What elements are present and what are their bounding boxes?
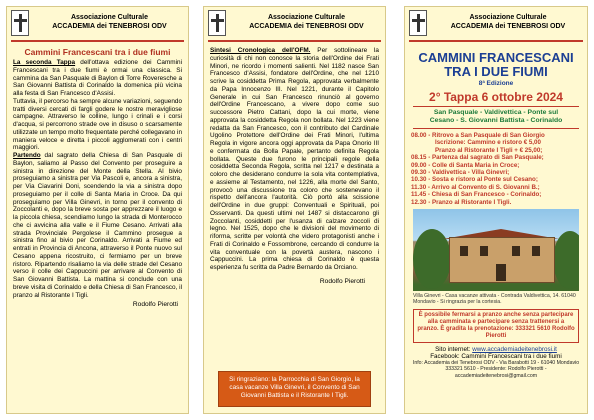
association-name: Associazione Culturale ACCADEMIA dei TENEBROSI ODV bbox=[249, 14, 364, 30]
signature: Rodolfo Pierotti bbox=[132, 301, 178, 309]
panel-header bbox=[204, 7, 385, 43]
association-logo-icon bbox=[11, 10, 29, 36]
tree-icon bbox=[553, 231, 579, 289]
schedule-item: 12.30 - Pranzo al Ristorante I Tigli. bbox=[411, 198, 512, 206]
panel-header bbox=[405, 7, 587, 43]
signature: Rodolfo Pierotti bbox=[319, 277, 365, 285]
association-name: Associazione Culturale ACCADEMIA dei TENEBROSI ODV bbox=[450, 14, 566, 30]
intro-paragraph: La seconda Tappa dell'ottava edizione dei Cammini Francescani tra i due fiumi è ormai una classica. Si cammina da San Pasquale di Baylon di Torre Roveresche a San Giovanni Battista di Corinaldo la domenica più vicina alla festa di San Francesco d'Assisi. bbox=[13, 59, 182, 97]
schedule-item: Iscrizione: Cammino e ristoro € 5,00 bbox=[435, 139, 541, 147]
schedule-item: Pranzo al Ristorante I Tigli + € 25,00; bbox=[435, 146, 543, 154]
section-title: Cammini Francescani tra i due fiumi bbox=[24, 47, 171, 57]
thanks-box: Si ringraziano: la Parrocchia di San Giorgio, la casa vacanze Villa Ginevri, il Convento di San Giovanni Battista e il Ristorante I Tigli. bbox=[218, 371, 371, 407]
header-divider bbox=[409, 40, 583, 42]
website-line: Sito internet: www.accademiadeitenebrosi.it bbox=[435, 345, 557, 353]
schedule-item: 11.30 - Arrivo al Convento di S. Giovanni B.; bbox=[411, 183, 540, 191]
contact-line: 333321 5610 - Presidente: Rodolfo Pierotti - accademiadeitenebrosi@gmail.com bbox=[445, 366, 547, 379]
departure-paragraph: Partendo dal sagrato della Chiesa di San Pasquale di Baylon, saliamo al Passo del Convento per proseguire a sinistra in direzione del Monte della Stella. Al bivio proseguiamo a sinistra per Via Pascoli e, ancora a sinistra, per Via Ciavarini Doni, scendendo la via a sinistra dopo proseguiamo per il colle di Santa Maria in Croce. Da qui proseguiamo per Villa Ginevri, in torno per il convento di Zoccolanti e, dopo la breve sosta per apprezzare il luogo e la piccola chiesa, scendiamo lungo la strada di Monterocco che ci avvicina alla valle e il Fiume Cesano. Arrivati alla strada Provinciale Pergolese il Cammino prosegue a sinistra fino al bivio per Corinaldo. Arrivati a Fiume ed entrati in Provincia di Ancona, attraverso il Ponte nuovo sul Cesano appena ricostruito, ci fermiamo per un breve ristoro. Ripartendo risaliamo la via delle strade del Cesano verso il colle dei Cappuccini per arrivare al Convento di San Giovanni Battista. La mattina si conclude con una breve visita di Corinaldo e della Chiesa di San Francesco, il pranzo al Ristorante I Tigli. bbox=[13, 152, 182, 299]
article-body bbox=[7, 59, 188, 299]
association-logo-icon bbox=[409, 10, 427, 36]
website-link[interactable]: www.accademiadeitenebrosi.it bbox=[472, 345, 557, 353]
second-paragraph: Tuttavia, il percorso ha sempre alcune variazioni, seguendo tratti diversi cercati di fargli godere le nostre meravigliose campagne. Attraverso le colline, lungo i crinali e i corsi d'acqua, si percorrono strade ove in disuso o scarsamente utilizzate un tempo molto frequentate perché collegavano in maniera veloce e diretta i piccoli agglomerati con i centri maggiori. bbox=[13, 97, 182, 152]
photo-caption: Villa Ginevri - Casa vacanze attivata - Contrada Valdivettica, 14. 61040 Mondavio - Si ringrazia per la cortesia. bbox=[413, 293, 576, 306]
association-name: Associazione Culturale ACCADEMIA dei TENEBROSI ODV bbox=[52, 14, 167, 30]
right-panel bbox=[404, 6, 588, 414]
association-logo-icon bbox=[208, 10, 226, 36]
route-description: San Pasquale - Valdivettica - Ponte sul Cesano - S. Giovanni Battista - Corinaldo bbox=[413, 106, 579, 129]
panel-header bbox=[7, 7, 188, 43]
schedule-list bbox=[405, 129, 587, 206]
middle-panel bbox=[203, 6, 386, 414]
history-heading: Sintesi Cronologica dell'OFM. bbox=[210, 47, 311, 54]
schedule-item: 11.45 - Chiesa di San Francesco - Corinaldo; bbox=[411, 191, 542, 199]
schedule-item: 10.30 - Sosta e ristoro al Ponte sul Cesano; bbox=[411, 176, 538, 184]
history-body bbox=[204, 47, 385, 272]
address-line: Info: Accademia dei Tenebrosi ODV - Via Barabotti 19 - 61040 Mondavio bbox=[412, 360, 580, 367]
booking-note: È possibile fermarsi a pranzo anche senza partecipare alla camminata e partecipare senza trattenersi a pranzo. È gradita la prenotazione: 333321 5610 Rodolfo Pierotti bbox=[413, 309, 579, 343]
event-title: CAMMINI FRANCESCANI TRA I DUE FIUMI bbox=[418, 50, 574, 79]
left-panel bbox=[6, 6, 189, 414]
schedule-item: 09.00 - Colle di Santa Maria in Croce; bbox=[411, 161, 520, 169]
tappa-date: 2° Tappa 6 ottobre 2024 bbox=[429, 90, 563, 104]
schedule-item: 09.30 - Valdivettica - Villa Ginevri; bbox=[411, 169, 510, 177]
header-divider bbox=[11, 40, 184, 42]
schedule-item: 08.15 - Partenza dal sagrato di San Pasquale; bbox=[411, 154, 544, 162]
history-text: Per sottolineare la curiosità di chi non conosce la storia dell'Ordine dei Frati Minori, ne ricordo i momenti salienti. Nel 1182 nasce San Francesco d'Assisi, fondatore dell'Ordine, che nel 1210 scrive la cosiddetta Prima Regola, approvata verbalmente da Papa Innocenzo III. Nel 1221, durante il Capitolo Generale in cui San Francesco rinunciò al governo dell'Ordine Francescano, a vivere dopo come suo successore Pietro Cattani, dopo la cui morte, viene approvata la cosiddetta Regola non bollata. Nel 1223 viene redatta da San Francesco, con il contributo del Cardinale Ugolino Protettore dell'Ordine dei Frati Minori, l'ultima Regola in vigore ancora oggi approvata da Papa Onorio III e confermata da Bolla Papale, pertanto definita Regola bollata. Queste due furono le principali regole della cosiddetta Seconda Regola, scritta nel 1217 e destinata a coloro che desiderano condurre la sola vita contemplativa, e assieme al Testamento, nel 1226, alla morte del Santo, provocò una discussione tra coloro che sostenevano il rispetto dell'ancora l'autorità. Ciò portò alla scissione dell'Ordine in due gruppi: Conventuali e Spirituali, poi Osservanti. Da questi ultimi nel 1487 si distaccarono gli Zoccolanti, cosiddetti per l'usanza di calzare zoccoli di legno. Nel 1525, dopo che le divisioni del movimento di riforma, scritte per volontà che videro protagonisti anche i Frati di Corinaldo e Fossombrone, cercando di condurre la vita conventuale con la povertà austera, nascono i Cappuccini. La prima chiesa di Corinaldo è questa esperienza fu scritta da Padre Bernardo da Orciano. bbox=[210, 47, 379, 271]
header-divider bbox=[208, 40, 381, 42]
villa-photo bbox=[413, 209, 579, 291]
facebook-line: Facebook: Cammini Francescani tra i due fiumi bbox=[430, 353, 562, 361]
edition-label: 8ª Edizione bbox=[478, 80, 514, 87]
house-icon bbox=[449, 237, 555, 283]
schedule-item: 08.00 - Ritrovo a San Pasquale di San Giorgio bbox=[411, 132, 545, 139]
